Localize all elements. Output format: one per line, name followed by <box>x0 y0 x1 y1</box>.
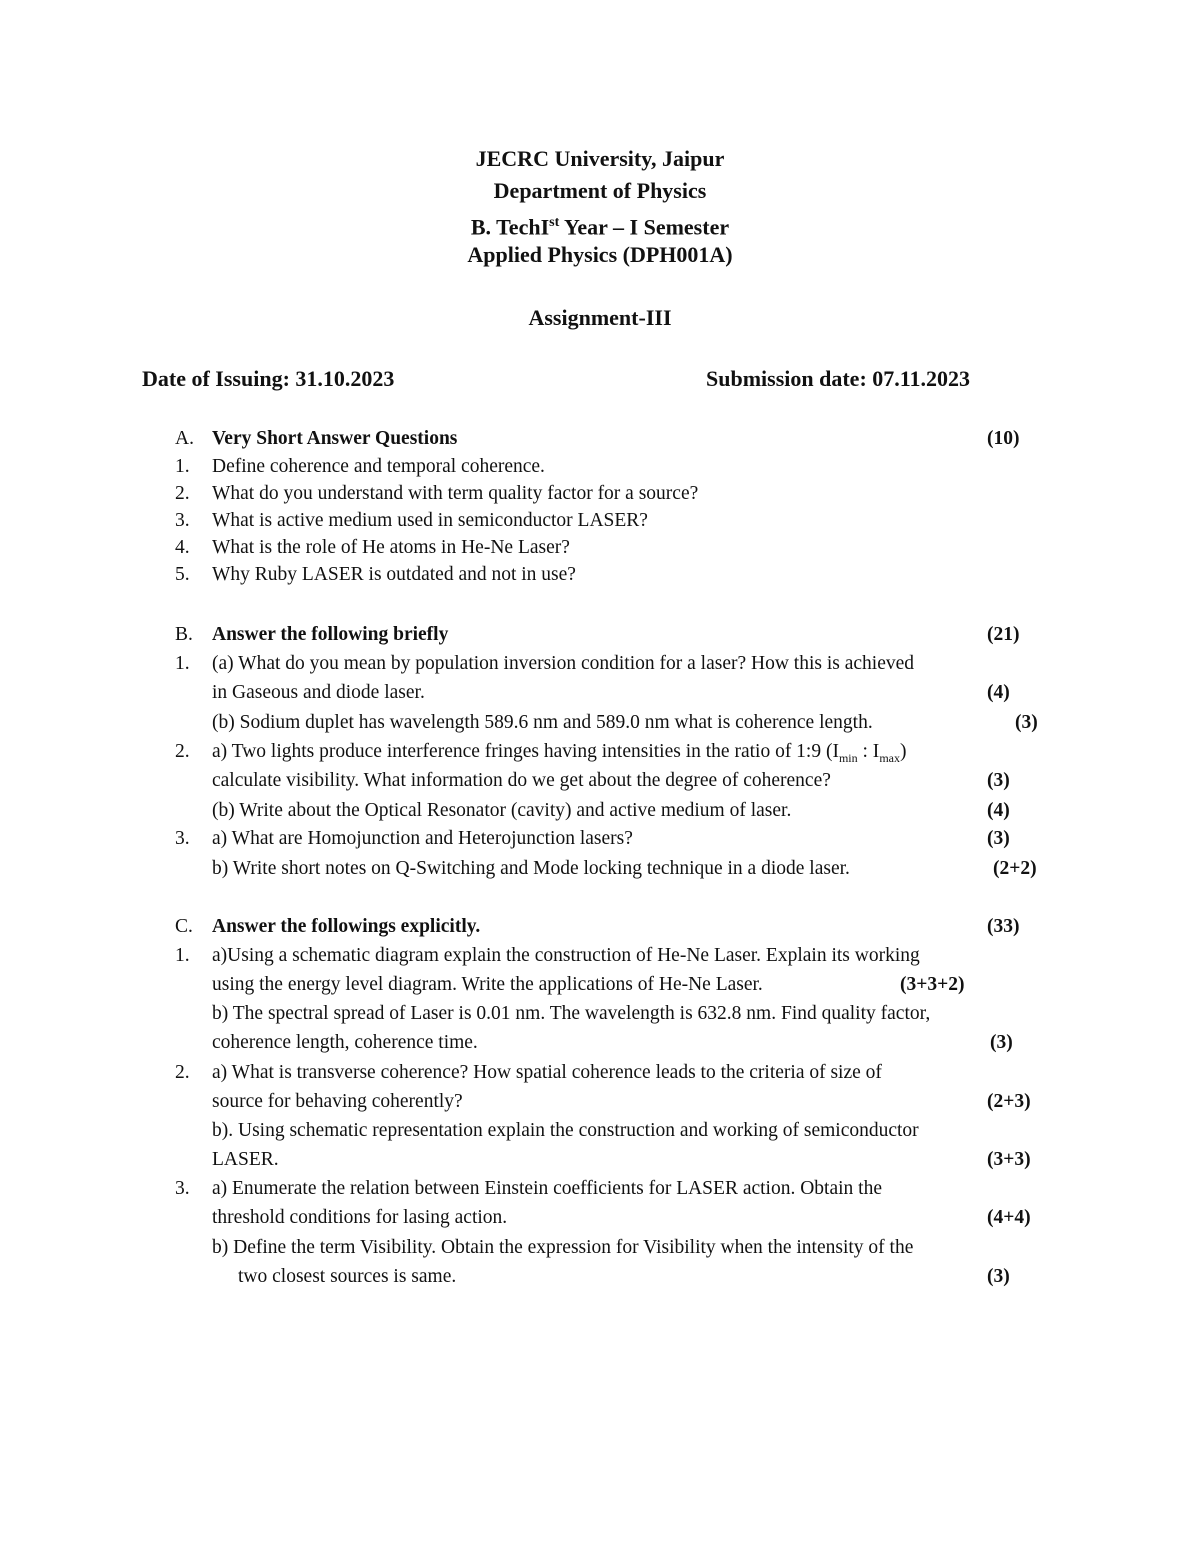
submission-date: Submission date: 07.11.2023 <box>706 366 971 391</box>
question-number: 5. <box>175 564 190 585</box>
question-number: 4. <box>175 537 190 558</box>
question-number: 2. <box>175 741 190 762</box>
assignment-title: Assignment-III <box>528 305 672 330</box>
question-text: a)Using a schematic diagram explain the construction of He-Ne Laser. Explain its working <box>212 945 920 966</box>
question-text: Why Ruby LASER is outdated and not in use? <box>212 564 576 585</box>
course-title: Applied Physics (DPH001A) <box>467 242 733 267</box>
issue-date: Date of Issuing: 31.10.2023 <box>142 366 395 391</box>
question-marks: (3) <box>990 1032 1013 1053</box>
university-title: JECRC University, Jaipur <box>475 146 725 171</box>
question-text: two closest sources is same. <box>238 1266 457 1287</box>
section-b-marks: (21) <box>987 624 1020 645</box>
question-marks: (4+4) <box>987 1207 1031 1228</box>
question-text: b) The spectral spread of Laser is 0.01 nm. The wavelength is 632.8 nm. Find quality factor, <box>212 1003 931 1024</box>
program-title: B. TechI$^{st}$ Year – I Semester <box>470 214 730 240</box>
question-number: 2. <box>175 1062 190 1083</box>
question-text: source for behaving coherently? <box>212 1091 463 1112</box>
question-text: What is active medium used in semiconductor LASER? <box>212 510 648 531</box>
question-marks: (2+3) <box>987 1091 1031 1112</box>
question-text: a) Enumerate the relation between Einstein coefficients for LASER action. Obtain the <box>212 1178 882 1199</box>
department-title: Department of Physics <box>493 178 707 203</box>
section-a-marks: (10) <box>987 428 1020 449</box>
question-text: threshold conditions for lasing action. <box>212 1207 508 1228</box>
question-text: LASER. <box>212 1149 279 1170</box>
question-number: 1. <box>175 456 190 477</box>
question-number: 1. <box>175 945 190 966</box>
question-marks: (3) <box>987 1266 1010 1287</box>
section-c-title: Answer the followings explicitly. <box>212 916 481 937</box>
question-text: (b) Sodium duplet has wavelength 589.6 nm and 589.0 nm what is coherence length. <box>212 712 873 733</box>
question-text: (b) Write about the Optical Resonator (cavity) and active medium of laser. <box>212 800 792 821</box>
section-b-letter: B. <box>175 624 193 645</box>
question-text: in Gaseous and diode laser. <box>212 682 425 703</box>
question-text: a) What are Homojunction and Heterojunction lasers? <box>212 828 633 849</box>
question-text: What is the role of He atoms in He-Ne Laser? <box>212 537 570 558</box>
question-number: 3. <box>175 1178 190 1199</box>
question-text: calculate visibility. What information do we get about the degree of coherence? <box>212 770 831 791</box>
question-marks: (3) <box>987 828 1010 849</box>
question-number: 3. <box>175 510 190 531</box>
question-text: b) Write short notes on Q-Switching and Mode locking technique in a diode laser. <box>212 858 850 879</box>
section-b-title: Answer the following briefly <box>212 624 449 645</box>
question-marks: (3+3) <box>987 1149 1031 1170</box>
question-text: using the energy level diagram. Write the applications of He-Ne Laser. <box>212 974 763 995</box>
question-number: 2. <box>175 483 190 504</box>
question-marks: (2+2) <box>993 858 1037 879</box>
question-text: coherence length, coherence time. <box>212 1032 478 1053</box>
question-number: 1. <box>175 653 190 674</box>
question-marks: (4) <box>987 800 1010 821</box>
question-text: a) Two lights produce interference fringes having intensities in the ratio of 1:9 ($I_{min}$ : $I_{max}$) <box>212 741 907 765</box>
section-a-letter: A. <box>175 428 194 449</box>
question-text: Define coherence and temporal coherence. <box>212 456 545 477</box>
question-text: What do you understand with term quality factor for a source? <box>212 483 699 504</box>
question-text: b). Using schematic representation explain the construction and working of semiconductor <box>212 1120 919 1141</box>
question-marks: (3) <box>987 770 1010 791</box>
question-marks: (3) <box>1015 712 1038 733</box>
question-text: a) What is transverse coherence? How spatial coherence leads to the criteria of size of <box>212 1062 882 1083</box>
question-marks: (4) <box>987 682 1010 703</box>
section-c-letter: C. <box>175 916 193 937</box>
section-c-marks: (33) <box>987 916 1020 937</box>
question-text: b) Define the term Visibility. Obtain the expression for Visibility when the intensity of the <box>212 1237 914 1258</box>
question-number: 3. <box>175 828 190 849</box>
question-text: (a) What do you mean by population inversion condition for a laser? How this is achieved <box>212 653 914 674</box>
section-a-title: Very Short Answer Questions <box>212 428 458 449</box>
question-marks: (3+3+2) <box>900 974 965 995</box>
